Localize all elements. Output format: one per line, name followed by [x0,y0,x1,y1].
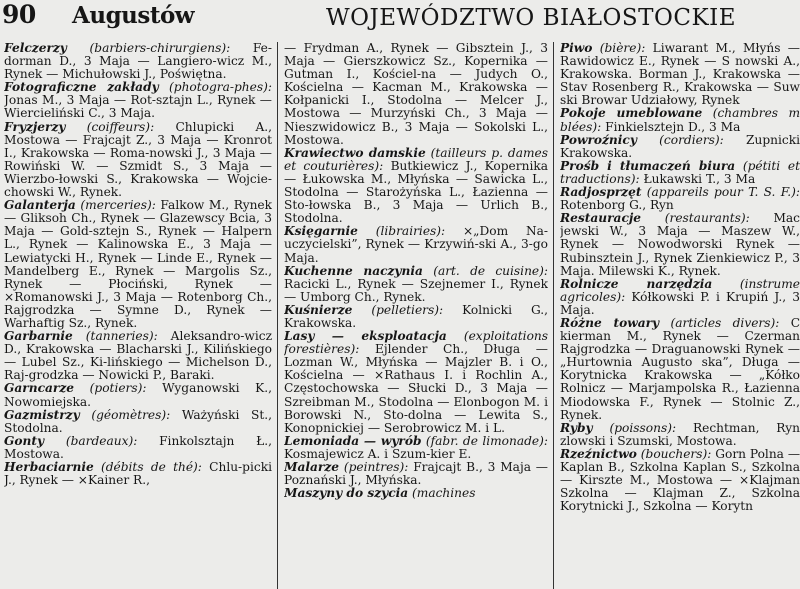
entry-body: Gorn Polna — Kaplan B., Szkolna Kaplan S., Szkolna — Kirszte M., Mostowa — ×Klajman Szkolna — Klajman Z., Szkolna Korytnicki J., Szkolna — Korytn [560,446,800,514]
directory-entry [284,487,548,500]
column-divider [553,42,554,589]
directory-entry [560,42,800,107]
directory-entry [4,461,272,487]
directory-entry [4,409,272,435]
entry-heading: Malarze [284,460,340,474]
entry-gloss: (pétiti et traductions): [560,158,800,186]
entry-gloss: (débits de thé): [100,460,202,474]
directory-column-1 [4,42,272,589]
directory-entry [560,212,800,277]
entry-gloss: (machines [412,486,476,501]
entry-heading: Lasy — eksploatacja [284,329,447,344]
entry-body: Kółkowski P. i Krupiń J., 3 Maja. [560,289,800,317]
directory-entry [4,199,272,330]
entry-gloss: (poissons): [609,420,677,435]
directory-entry [560,422,800,448]
directory-column-3 [560,42,800,589]
entry-gloss: (tanneries): [85,329,158,344]
directory-entry [560,160,800,186]
directory-entry [284,304,548,330]
directory-entry [560,278,800,317]
directory-entry [284,265,548,304]
entry-gloss: (cordiers): [659,132,724,147]
directory-entry [284,461,548,487]
directory-entry [560,448,800,513]
entry-heading: Garncarze [4,381,75,396]
page-header [0,0,800,40]
entry-body: Jonas M., 3 Maja — Rot-sztajn L., Rynek — Wiercieliński C., 3 Maja. [4,93,272,121]
entry-gloss: (bière): [599,42,646,55]
entry-body: Kosmajewicz A. i Szum-kier E. [284,446,472,461]
entry-heading: Herbaciarnie [4,460,94,474]
directory-entry [284,330,548,435]
running-head-title: WOJEWÓDZTWO BIAŁOSTOCKIE [326,5,737,31]
entry-heading: Prośb i tłumaczeń biura [560,158,736,173]
entry-body: Racicki L., Rynek — Szejnemer I., Rynek — Umborg Ch., Rynek. [284,276,548,304]
directory-entry [284,225,548,264]
directory-entry [4,330,272,382]
entry-gloss: (photogra-phes): [169,80,272,95]
entry-body: Chlu-picki J., Rynek — ×Kainer R., [4,460,272,488]
entry-heading: Kuchenne naczynia [284,263,423,278]
entry-gloss: (potiers): [89,381,147,396]
entry-gloss: (art. de cuisine): [433,263,548,278]
entry-body: C kierman M., Rynek — Czerman Rajgrodzka — Draguanowski Rynek — „Hurtownia Augusto ska”, Długa — Korytnicka Krakowska — „Kółko Rolnicz — Marjampolska R., Łazienna Miodowska F., Rynek — Stolnic Z., Rynek. [560,315,800,422]
entry-heading: Restauracje [560,211,642,226]
entry-gloss: (bouchers): [640,446,712,461]
entry-body: Finkolsztajn Ł., Mostowa. [4,433,272,461]
entry-body: ×„Dom Na-uczycielski”, Rynek — Krzywiń-ski A., 3-go Maja. [284,224,548,265]
entry-body: Chlupicki A., Mostowa — Frajcajt Z., 3 Maja — Kronrot I., Krakowska — Roma-nowski J., 3 Maja — Rowiński W. — Szmidt S., 3 Maja — Wierzbo-łowski S., Krakowska — Wojcie-chowski W., Rynek. [4,119,272,200]
entry-body: Łukawski T., 3 Ma [643,171,756,186]
entry-heading: Piwo [560,42,593,55]
directory-entry [560,186,800,212]
entry-body: Mac jewski W., 3 Maja — Maszew W., Rynek — Nowodworski Rynek — Rubinsztein J., Rynek Zienkiewicz P., 3 Maja. Milewski K., Rynek. [560,211,800,278]
entry-gloss: (articles divers): [670,315,780,330]
entry-heading: Pokoje umeblowane [560,106,703,121]
entry-heading: Garbarnie [4,329,73,344]
entry-gloss: (coiffeurs): [86,119,155,134]
entry-heading: Rolnicze narzędzia [560,276,713,291]
entry-gloss: (restaurants): [664,211,750,226]
directory-entry [4,382,272,408]
entry-gloss: (chambres m blées): [560,106,800,134]
entry-body: Wyganowski K., Nowomiejska. [4,381,272,409]
entry-body: Rechtman, Ryn zlowski i Szumski, Mostowa. [560,420,800,448]
entry-heading: Felczerzy [4,42,67,55]
directory-entry [560,107,800,133]
entry-gloss: (tailleurs p. dames et couturières): [284,145,548,173]
entry-body: — Frydman A., Rynek — Gibsztein J., 3 Maja — Gierszkowicz Sz., Kopernika — Gutman I., Kościel-na — Judych O., Kościelna — Kacman M., Krakowska — Kołpanicki I., Stodolna — Melcer J., Mostowa — Murzyński Ch., 3 Maja — Nieszwidowicz B., 3 Maja — Sokolski L., Mostowa. [284,42,548,147]
directory-column-2 [284,42,548,589]
entry-gloss: (fabr. de limonade): [425,433,548,448]
entry-gloss: (appareils pour T. S. F.): [646,185,800,200]
directory-entry [284,42,548,147]
entry-heading: Radjosprzęt [560,185,642,200]
entry-body: Frajcajt B., 3 Maja — Poznański J., Młyńska. [284,460,548,488]
entry-body: Falkow M., Rynek — Gliksoh Ch., Rynek — Glazewscy Bcia, 3 Maja — Gold-sztejn S., Rynek — Halpern L., Rynek — Kalinowska E., 3 Maja — Lewiatycki H., Rynek — Linde E., Rynek — Mandelberg E., Rynek — Margolis Sz., Rynek — Płociński, Rynek — ×Romanowski J., 3 Maja — Rotenborg Ch., Rajgrodzka — Symne D., Rynek — Warhaftig Sz., Rynek. [4,198,272,330]
entry-gloss: (géomètres): [91,407,171,422]
entry-heading: Gazmistrzy [4,407,80,422]
entry-gloss: (pelletiers): [371,302,444,317]
entry-body: Butkiewicz J., Kopernika — Łukowska M., Młyńska — Sawicka L., Stodolna — Starożyńska L., Łazienna — Sto-łowska B., 3 Maja — Urlich B., Stodolna. [284,158,548,226]
entry-gloss: (barbiers-chirurgiens): [89,42,231,55]
entry-heading: Kuśnierze [284,302,353,317]
entry-body: Ejlender Ch., Długa — Lozman W., Młyńska — Majzler B. i O., Kościelna — ×Rathaus I. i Rochlin A., Częstochowska — Słucki D., 3 Maja — Szreibman M., Stodolna — Elonbogon M. i Borowski N., Sto-dolna — Lewita S., Konopnickiej — Serobrowicz M. i L. [284,342,548,435]
entry-heading: Fryzjerzy [4,119,66,134]
directory-entry [560,134,800,160]
entry-body: Ważyński St., Stodolna. [4,407,272,435]
directory-entry [4,42,272,81]
entry-heading: Fotograficzne zakłady [4,80,159,95]
entry-heading: Rzeźnictwo [560,446,637,461]
entry-body: Fe-dorman D., 3 Maja — Langiero-wicz M., Rynek — Michułowski J., Poświętna. [4,42,272,82]
entry-body: Zupnicki Krakowska. [560,132,800,160]
directory-entry [4,81,272,120]
entry-gloss: (bardeaux): [65,433,138,448]
entry-heading: Galanterja [4,198,76,213]
directory-entry [284,147,548,226]
entry-gloss: (librairies): [375,224,446,239]
entry-body: Aleksandro-wicz D., Krakowska — Blacharski J., Kilińskiego — Lubel Sz., Ki-lińskiego — Michelson D., Raj-grodzka — Nowicki P., Baraki. [4,329,272,383]
entry-heading: Księgarnie [284,224,358,239]
running-head-place: Augustów [72,2,195,29]
entry-gloss: (instrume agricoles): [560,276,800,304]
entry-heading: Maszyny do szycia [284,486,409,501]
entry-body: Liwarant M., Młyńs — Rawidowicz E., Rynek — S nowski A., Krakowska. Borman J., Krakowska — Stav Rosenberg R., Krakowska — Suw ski Browar Udziałowy, Rynek [560,42,800,108]
column-divider [277,42,278,589]
entry-gloss: (exploitations forestières): [284,329,548,357]
entry-heading: Ryby [560,420,593,435]
entry-heading: Różne towary [560,315,660,330]
directory-entry [4,121,272,200]
directory-entry [560,317,800,422]
entry-heading: Krawiectwo damskie [284,145,426,160]
entry-heading: Lemoniada — wyrób [284,433,422,448]
entry-heading: Powroźnicy [560,132,637,147]
directory-entry [4,435,272,461]
entry-gloss: (merceries): [80,198,156,213]
page-number: 90 [2,0,36,29]
entry-gloss: (peintres): [343,460,409,474]
entry-heading: Gonty [4,433,45,448]
entry-body: Kolnicki G., Krakowska. [284,302,548,330]
entry-body: Rotenborg G., Ryn [560,198,674,213]
entry-body: Finkielsztejn D., 3 Ma [605,119,741,134]
directory-entry [284,435,548,461]
